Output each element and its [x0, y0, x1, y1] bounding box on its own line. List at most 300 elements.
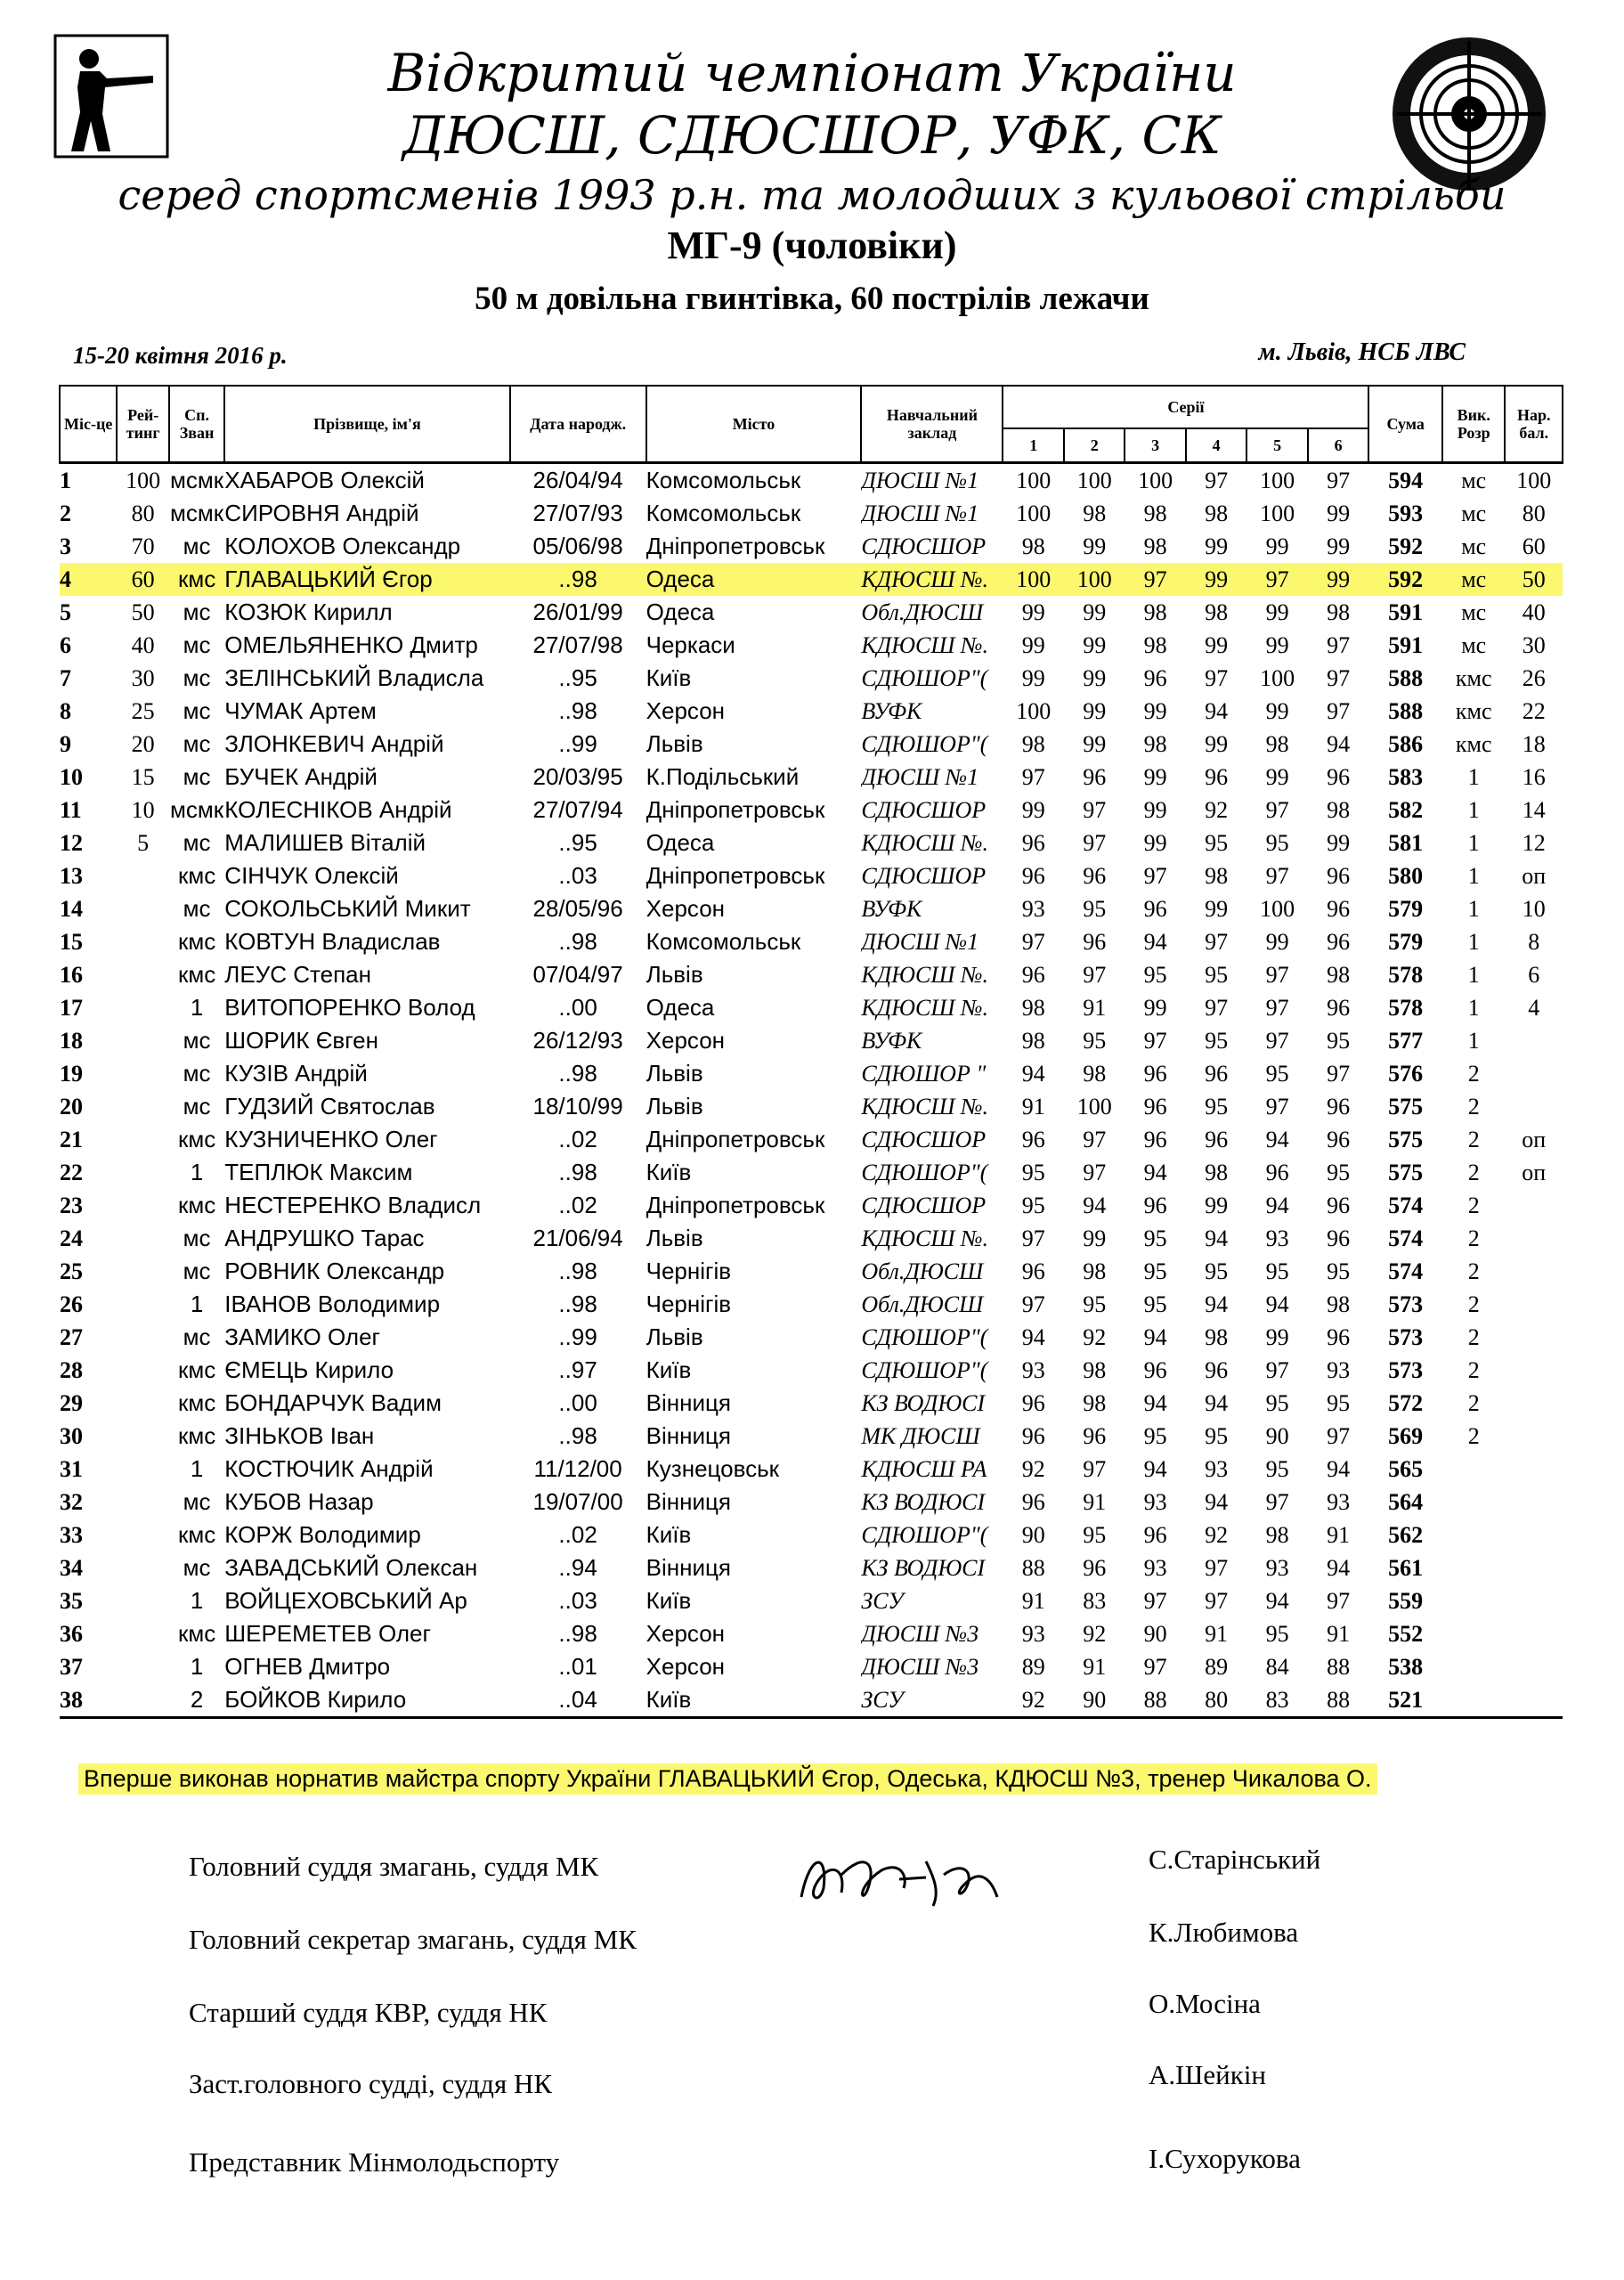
city-cell: Херсон: [646, 1027, 726, 1054]
series-4-cell: 98: [1205, 599, 1229, 625]
points-cell: [1505, 1024, 1563, 1057]
institution-cell: СДЮСШОР: [861, 533, 987, 559]
sport-rank-cell: кмс: [177, 1126, 216, 1152]
points-cell: 10: [1522, 896, 1546, 922]
series-1-cell: 98: [1021, 1028, 1045, 1054]
rating-cell: [117, 1321, 168, 1354]
sport-rank-cell: 1: [190, 1455, 204, 1482]
series-6-cell: 97: [1327, 1423, 1351, 1449]
rating-cell: [117, 859, 168, 892]
institution-cell: СДЮСШОР: [861, 797, 987, 823]
series-4-cell: 91: [1205, 1621, 1229, 1647]
table-row: [60, 463, 1563, 498]
place-cell: 27: [60, 1324, 83, 1350]
table-row: [60, 695, 1563, 728]
series-2-cell: 91: [1083, 995, 1107, 1021]
series-5-cell: 99: [1265, 929, 1289, 955]
series-1-cell: 91: [1021, 1094, 1045, 1120]
place-cell: 30: [60, 1423, 83, 1449]
series-4-cell: 92: [1205, 797, 1229, 823]
total-cell: 578: [1388, 995, 1424, 1021]
city-cell: Київ: [646, 1686, 692, 1713]
birth-cell: ..99: [558, 730, 597, 757]
series-5-cell: 94: [1265, 1291, 1289, 1317]
birth-cell: ..98: [558, 1159, 597, 1185]
series-5-cell: 95: [1265, 1258, 1289, 1284]
points-cell: 26: [1522, 665, 1546, 691]
result-rank-cell: 2: [1467, 1160, 1480, 1185]
total-cell: 569: [1388, 1423, 1424, 1449]
series-3-cell: 97: [1143, 863, 1167, 889]
birth-cell: 21/06/94: [532, 1225, 623, 1251]
institution-cell: ЗСУ: [861, 1687, 904, 1713]
sport-rank-cell: мс: [183, 1554, 211, 1581]
rating-cell: 70: [131, 533, 155, 559]
total-cell: 564: [1388, 1489, 1424, 1515]
institution-cell: ДЮСШ №3: [861, 1654, 979, 1680]
rating-cell: [117, 892, 168, 925]
series-2-cell: 92: [1083, 1621, 1107, 1647]
name-cell: ХАБАРОВ Олексій: [224, 467, 425, 493]
series-1-cell: 96: [1021, 1127, 1045, 1152]
result-rank-cell: мс: [1442, 563, 1506, 596]
institution-cell: СДЮШОР"(: [861, 1357, 988, 1383]
series-4-cell: 97: [1205, 995, 1229, 1021]
result-rank-cell: [1442, 1486, 1506, 1519]
series-2-cell: 98: [1083, 501, 1107, 526]
city-cell: Херсон: [646, 697, 726, 724]
series-5-cell: 99: [1265, 1324, 1289, 1350]
series-6-cell: 98: [1327, 1291, 1351, 1317]
col-sport-rank: Сп. Зван: [169, 386, 224, 463]
table-row: [60, 1650, 1563, 1683]
total-cell: 588: [1388, 698, 1424, 724]
series-2-cell: 83: [1083, 1588, 1107, 1614]
result-rank-cell: мс: [1461, 632, 1487, 658]
table-row: [60, 859, 1563, 892]
sport-rank-cell: 1: [190, 994, 204, 1021]
table-row: [60, 1584, 1563, 1617]
series-2-cell: 97: [1083, 830, 1107, 856]
rating-cell: 15: [131, 764, 155, 790]
series-4-cell: 95: [1205, 1094, 1229, 1120]
rating-cell: [117, 1156, 168, 1189]
sport-rank-cell: кмс: [177, 1422, 216, 1449]
table-row: [60, 1057, 1563, 1090]
sport-rank-cell: 1: [190, 1159, 204, 1185]
title-line-3: серед спортсменів 1993 р.н. та молодших з кульової стрільби: [118, 171, 1506, 219]
series-1-cell: 97: [1021, 1226, 1045, 1251]
series-1-cell: 99: [1021, 665, 1045, 691]
series-6-cell: 97: [1327, 1061, 1351, 1087]
series-4-cell: 97: [1205, 1588, 1229, 1614]
name-cell: БУЧЕК Андрій: [224, 763, 378, 790]
institution-cell: ДЮСШ №1: [861, 764, 979, 790]
series-5-cell: 94: [1265, 1193, 1289, 1218]
result-rank-cell: 1: [1467, 863, 1480, 889]
rating-cell: [117, 1387, 168, 1420]
series-2-cell: 98: [1083, 1258, 1107, 1284]
series-3-cell: 99: [1143, 830, 1167, 856]
series-1-cell: 95: [1021, 1193, 1045, 1218]
series-3-cell: 95: [1143, 1226, 1167, 1251]
place-cell: 18: [60, 1028, 83, 1054]
institution-cell: СДЮШОР ": [861, 1061, 987, 1087]
series-3-cell: 99: [1143, 797, 1167, 823]
rating-cell: 40: [131, 632, 155, 658]
name-cell: ВОЙЦЕХОВСЬКИЙ Ар: [224, 1587, 467, 1614]
series-5-cell: 97: [1246, 563, 1307, 596]
series-1-cell: 96: [1021, 863, 1045, 889]
series-3-cell: 88: [1143, 1687, 1167, 1713]
col-series-4: 4: [1186, 428, 1246, 463]
sport-rank-cell: мсмк: [170, 500, 224, 526]
rating-cell: [117, 991, 168, 1024]
total-cell: 561: [1388, 1555, 1424, 1581]
series-2-cell: 99: [1083, 665, 1107, 691]
result-rank-cell: 2: [1467, 1423, 1480, 1449]
series-1-cell: 92: [1021, 1456, 1045, 1482]
result-rank-cell: кмс: [1455, 731, 1492, 757]
name-cell: ЗАМИКО Олег: [224, 1323, 381, 1350]
series-1-cell: 96: [1021, 830, 1045, 856]
table-row: [60, 1453, 1563, 1486]
series-2-cell: 98: [1083, 1357, 1107, 1383]
series-5-cell: 95: [1265, 1390, 1289, 1416]
city-cell: Дніпропетровськ: [646, 1126, 825, 1152]
result-rank-cell: 2: [1467, 1291, 1480, 1317]
sport-rank-cell: кмс: [177, 1521, 216, 1548]
name-cell: ЗЛОНКЕВИЧ Андрій: [224, 730, 444, 757]
series-2-cell: 96: [1083, 1423, 1107, 1449]
series-6-cell: 96: [1327, 1193, 1351, 1218]
series-4-cell: 94: [1205, 1291, 1229, 1317]
series-6-cell: 96: [1327, 863, 1351, 889]
birth-cell: 07/04/97: [532, 961, 623, 988]
series-6-cell: 96: [1327, 764, 1351, 790]
place-cell: 37: [60, 1654, 83, 1680]
series-3-cell: 97: [1143, 1588, 1167, 1614]
result-rank-cell: кмс: [1455, 665, 1492, 691]
series-1-cell: 94: [1021, 1061, 1045, 1087]
city-cell: Комсомольськ: [646, 928, 801, 955]
col-birth: Дата народж.: [510, 386, 646, 463]
city-cell: Чернігів: [646, 1291, 732, 1317]
city-cell: Черкаси: [646, 631, 735, 658]
institution-cell: КДЮСШ №.: [861, 1094, 988, 1120]
birth-cell: ..02: [558, 1192, 597, 1218]
result-rank-cell: мс: [1461, 533, 1487, 559]
institution-cell: ЗСУ: [861, 1588, 904, 1614]
points-cell: [1505, 1683, 1563, 1718]
table-row: [60, 1090, 1563, 1123]
result-rank-cell: 2: [1467, 1226, 1480, 1251]
series-3-cell: 96: [1143, 896, 1167, 922]
series-1-cell: 94: [1021, 1324, 1045, 1350]
name-cell: КУЗНИЧЕНКО Олег: [224, 1126, 438, 1152]
series-6-cell: 99: [1327, 830, 1351, 856]
col-series-5: 5: [1246, 428, 1307, 463]
points-cell: 40: [1522, 599, 1546, 625]
series-3-cell: 96: [1143, 665, 1167, 691]
total-cell: 592: [1388, 533, 1424, 559]
sport-rank-cell: кмс: [177, 1192, 216, 1218]
series-5-cell: 100: [1260, 665, 1295, 691]
city-cell: Київ: [646, 1356, 692, 1383]
table-row: [60, 629, 1563, 662]
series-4-cell: 99: [1186, 563, 1246, 596]
series-6-cell: 94: [1327, 1456, 1351, 1482]
place-cell: 14: [60, 896, 83, 922]
city-cell: Вінниця: [646, 1554, 731, 1581]
series-2-cell: 97: [1083, 797, 1107, 823]
name-cell: ЗАВАДСЬКИЙ Олексан: [224, 1554, 478, 1581]
result-rank-cell: мс: [1461, 599, 1487, 625]
table-row: [60, 1683, 1563, 1718]
series-3-cell: 98: [1143, 533, 1167, 559]
rating-cell: [117, 925, 168, 958]
total-cell: 583: [1388, 764, 1424, 790]
rating-cell: [117, 1123, 168, 1156]
official-role: Головний секретар змагань, суддя МК: [189, 1924, 637, 1955]
official-role: Головний суддя змагань, суддя МК: [189, 1851, 599, 1882]
place-cell: 33: [60, 1522, 83, 1548]
place-cell: 28: [60, 1357, 83, 1383]
series-2-cell: 96: [1083, 1555, 1107, 1581]
table-row: [60, 826, 1563, 859]
birth-cell: 20/03/95: [532, 763, 623, 790]
name-cell: ВИТОПОРЕНКО Волод: [224, 994, 475, 1021]
city-cell: Львів: [646, 730, 703, 757]
sport-rank-cell: мс: [183, 1488, 211, 1515]
series-2-cell: 98: [1083, 1390, 1107, 1416]
series-4-cell: 94: [1205, 1390, 1229, 1416]
place-cell: 8: [60, 698, 71, 724]
rating-cell: 10: [131, 797, 155, 823]
rating-cell: [117, 1584, 168, 1617]
series-5-cell: 98: [1265, 731, 1289, 757]
series-6-cell: 96: [1327, 1127, 1351, 1152]
series-4-cell: 99: [1205, 533, 1229, 559]
result-rank-cell: [1442, 1650, 1506, 1683]
series-2-cell: 97: [1083, 1127, 1107, 1152]
series-4-cell: 94: [1205, 1489, 1229, 1515]
series-1-cell: 98: [1021, 995, 1045, 1021]
series-4-cell: 96: [1205, 1357, 1229, 1383]
sport-rank-cell: мсмк: [170, 796, 224, 823]
result-rank-cell: 1: [1467, 962, 1480, 988]
rating-cell: 5: [137, 830, 150, 856]
birth-cell: 26/04/94: [532, 467, 623, 493]
series-3-cell: 93: [1143, 1489, 1167, 1515]
sport-rank-cell: мс: [183, 895, 211, 922]
col-series-2: 2: [1064, 428, 1125, 463]
total-cell: 552: [1388, 1621, 1424, 1647]
name-cell: ЛЕУС Степан: [224, 961, 371, 988]
total-cell: 565: [1388, 1456, 1424, 1482]
series-6-cell: 98: [1327, 599, 1351, 625]
sport-rank-cell: мс: [183, 730, 211, 757]
col-name: Прізвище, ім'я: [224, 386, 509, 463]
series-5-cell: 99: [1265, 533, 1289, 559]
series-2-cell: 99: [1083, 731, 1107, 757]
total-cell: 577: [1388, 1028, 1424, 1054]
birth-cell: 26/12/93: [532, 1027, 623, 1054]
result-rank-cell: [1442, 1584, 1506, 1617]
series-6-cell: 94: [1327, 1555, 1351, 1581]
sport-rank-cell: 2: [190, 1686, 204, 1713]
table-row: [60, 1551, 1563, 1584]
series-1-cell: 93: [1021, 896, 1045, 922]
rating-cell: [117, 1420, 168, 1453]
place-cell: 26: [60, 1291, 83, 1317]
sport-rank-cell: мс: [183, 598, 211, 625]
place-cell: 21: [60, 1127, 83, 1152]
series-3-cell: 98: [1143, 599, 1167, 625]
result-rank-cell: 2: [1467, 1094, 1480, 1120]
place-cell: 36: [60, 1621, 83, 1647]
birth-cell: 18/10/99: [532, 1093, 623, 1120]
table-row: [60, 1288, 1563, 1321]
series-1-cell: 95: [1021, 1160, 1045, 1185]
series-6-cell: 96: [1327, 1094, 1351, 1120]
points-cell: [1505, 1354, 1563, 1387]
table-row: [60, 1486, 1563, 1519]
series-5-cell: 100: [1260, 896, 1295, 922]
result-rank-cell: [1442, 1617, 1506, 1650]
table-row: [60, 958, 1563, 991]
result-rank-cell: 1: [1467, 830, 1480, 856]
total-cell: 586: [1388, 731, 1424, 757]
institution-cell: Обл.ДЮСШ: [861, 599, 984, 625]
birth-cell: ..98: [558, 1060, 597, 1087]
series-6-cell: 97: [1327, 468, 1351, 493]
place-cell: 7: [60, 665, 71, 691]
total-cell: 594: [1388, 468, 1424, 493]
series-6-cell: 97: [1327, 665, 1351, 691]
institution-cell: СДЮШОР"(: [861, 1160, 988, 1185]
city-cell: Дніпропетровськ: [646, 533, 825, 559]
total-cell: 572: [1388, 1390, 1424, 1416]
series-3-cell: 94: [1143, 1160, 1167, 1185]
name-cell: ШЕРЕМЕТЕВ Олег: [224, 1620, 431, 1647]
series-5-cell: 97: [1265, 962, 1289, 988]
series-3-cell: 100: [1138, 468, 1173, 493]
points-cell: [1505, 1321, 1563, 1354]
series-6-cell: 88: [1327, 1654, 1351, 1680]
series-6-cell: 91: [1327, 1621, 1351, 1647]
series-4-cell: 95: [1205, 1258, 1229, 1284]
place-cell: 34: [60, 1555, 83, 1581]
series-1-cell: 100: [1003, 563, 1063, 596]
series-4-cell: 80: [1205, 1687, 1229, 1713]
series-2-cell: 96: [1083, 764, 1107, 790]
name-cell: ЄМЕЦЬ Кирило: [224, 1356, 394, 1383]
points-cell: [1505, 1519, 1563, 1551]
place-cell: 10: [60, 764, 83, 790]
total-cell: 591: [1388, 599, 1424, 625]
sport-rank-cell: мс: [183, 1323, 211, 1350]
table-row: [60, 892, 1563, 925]
sport-rank-cell: мс: [183, 664, 211, 691]
rating-cell: [117, 1222, 168, 1255]
place-cell: 6: [60, 632, 71, 658]
rating-cell: [117, 1057, 168, 1090]
points-cell: оп: [1522, 1127, 1547, 1152]
series-6-cell: 94: [1327, 731, 1351, 757]
birth-cell: 26/01/99: [532, 598, 623, 625]
birth-cell: ..00: [558, 994, 597, 1021]
series-4-cell: 95: [1205, 1028, 1229, 1054]
rating-cell: [117, 1288, 168, 1321]
series-3-cell: 98: [1143, 731, 1167, 757]
city-cell: Комсомольськ: [646, 500, 801, 526]
birth-cell: ..00: [558, 1389, 597, 1416]
series-5-cell: 96: [1265, 1160, 1289, 1185]
table-row: [60, 1420, 1563, 1453]
series-1-cell: 92: [1021, 1687, 1045, 1713]
birth-cell: ..03: [558, 1587, 597, 1614]
result-rank-cell: 1: [1467, 764, 1480, 790]
institution-cell: КДЮСШ №.: [861, 1226, 988, 1251]
institution-cell: КЗ ВОДЮСІ: [861, 1489, 986, 1515]
series-3-cell: 94: [1143, 1390, 1167, 1416]
series-6-cell: 96: [1327, 1324, 1351, 1350]
total-cell: 574: [1388, 1226, 1424, 1251]
name-cell: СОКОЛЬСЬКИЙ Микит: [224, 895, 471, 922]
col-series: Серії: [1003, 386, 1368, 428]
series-2-cell: 90: [1083, 1687, 1107, 1713]
birth-cell: ..99: [558, 1323, 597, 1350]
name-cell: КОЛЕСНІКОВ Андрій: [224, 796, 452, 823]
title-line-2: ДЮСШ, СДЮСШОР, УФК, СК: [402, 105, 1222, 166]
institution-cell: КДЮСШ №.: [861, 632, 988, 658]
series-1-cell: 96: [1021, 1390, 1045, 1416]
series-6-cell: 96: [1327, 896, 1351, 922]
official-name: К.Любимова: [1149, 1917, 1299, 1948]
table-row: [60, 1189, 1563, 1222]
series-5-cell: 93: [1265, 1226, 1289, 1251]
birth-cell: ..94: [558, 1554, 597, 1581]
institution-cell: КДЮСШ РА: [861, 1456, 987, 1482]
institution-cell: ДЮСШ №3: [861, 1621, 979, 1647]
series-2-cell: 99: [1083, 599, 1107, 625]
series-4-cell: 92: [1205, 1522, 1229, 1548]
name-cell: ШОРИК Євген: [224, 1027, 378, 1054]
sport-rank-cell: мс: [183, 1225, 211, 1251]
points-cell: 6: [1528, 962, 1540, 988]
name-cell: СІНЧУК Олексій: [224, 862, 399, 889]
city-cell: К.Подільський: [646, 763, 800, 790]
points-cell: [1505, 1057, 1563, 1090]
city-cell: Київ: [646, 1159, 692, 1185]
series-2-cell: 94: [1083, 1193, 1107, 1218]
event-code: МГ-9 (чоловіки): [667, 224, 957, 267]
institution-cell: МК ДЮСШ: [861, 1423, 980, 1449]
series-6-cell: 93: [1327, 1357, 1351, 1383]
name-cell: ГУДЗИЙ Святослав: [224, 1093, 435, 1120]
place-cell: 38: [60, 1687, 83, 1713]
series-1-cell: 100: [1016, 501, 1052, 526]
result-rank-cell: 1: [1467, 797, 1480, 823]
total-cell: 588: [1388, 665, 1424, 691]
series-2-cell: 91: [1083, 1654, 1107, 1680]
birth-cell: ..97: [558, 1356, 597, 1383]
series-6-cell: 96: [1327, 995, 1351, 1021]
col-rating: Рей-тинг: [117, 386, 168, 463]
city-cell: Львів: [646, 1060, 703, 1087]
series-5-cell: 97: [1265, 797, 1289, 823]
